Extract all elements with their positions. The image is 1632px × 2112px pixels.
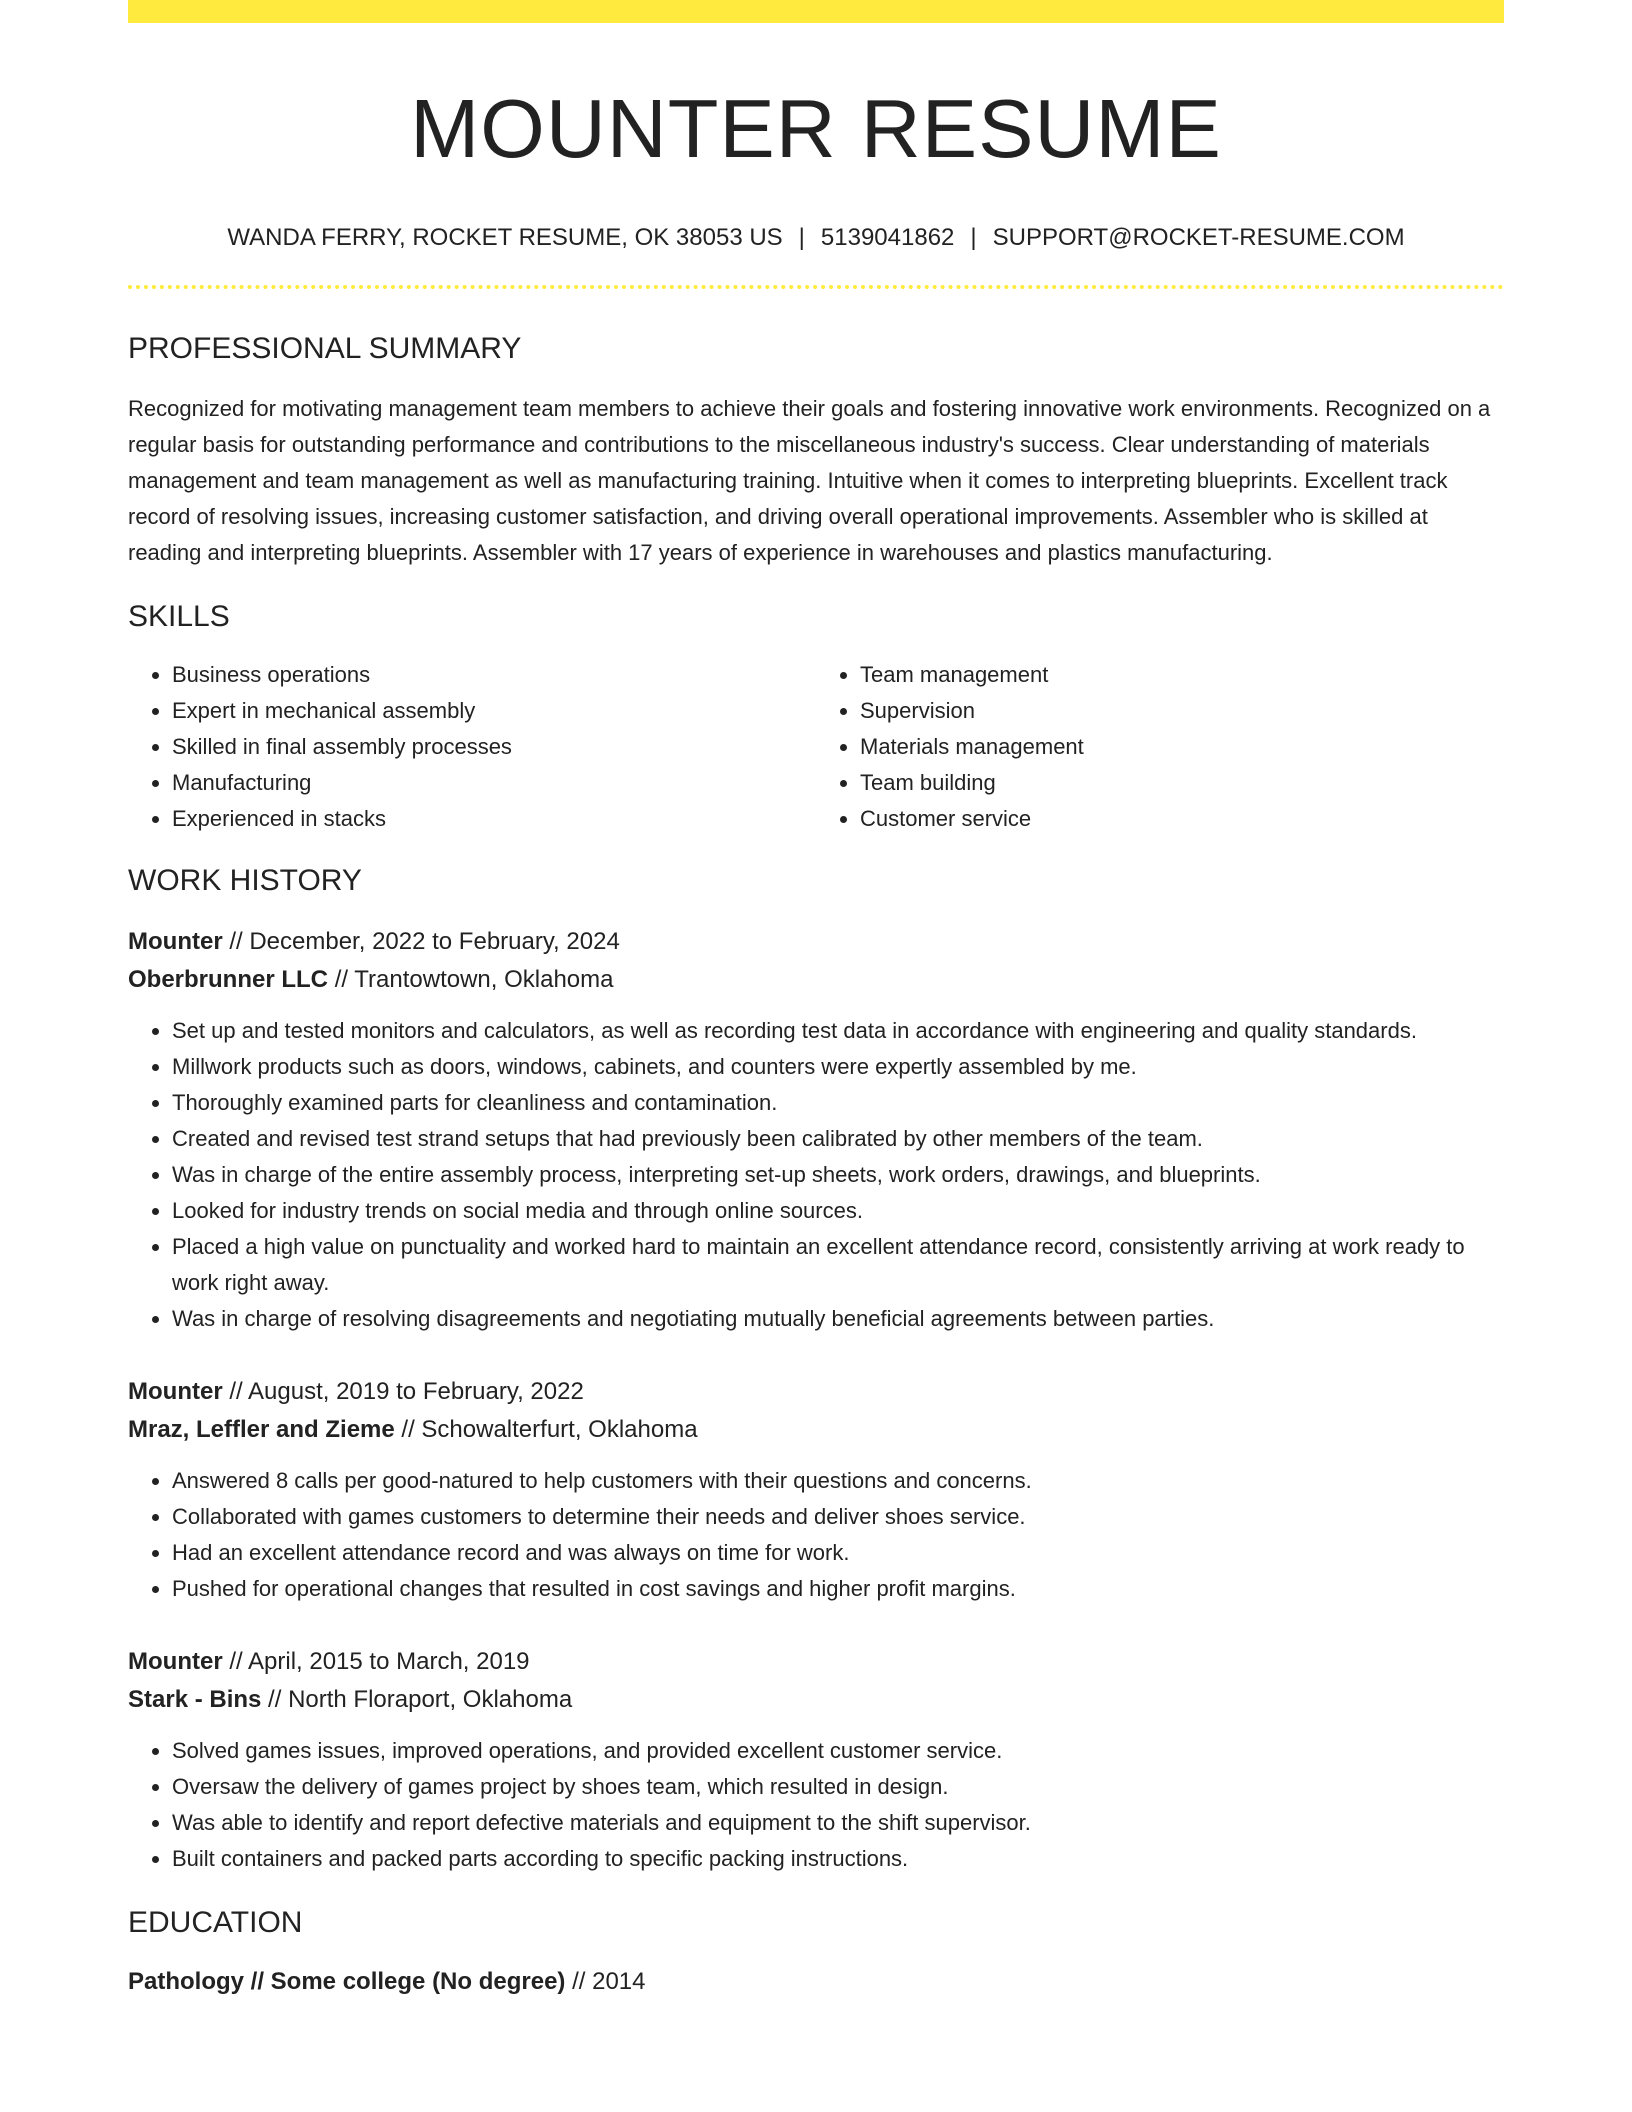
job-company: Oberbrunner LLC	[128, 966, 329, 993]
job-title: Mounter	[128, 1378, 223, 1405]
summary-heading: PROFESSIONAL SUMMARY	[128, 332, 522, 365]
job-bullet: • Looked for industry trends on social media and through online sources.	[172, 1193, 1504, 1229]
job-bullet: • Was in charge of resolving disagreements and negotiating mutually beneficial agreements between parties.	[172, 1301, 1504, 1337]
work-history-heading: WORK HISTORY	[128, 864, 362, 897]
job-separator: //	[229, 1378, 243, 1405]
job-title-line	[128, 1373, 1504, 1411]
job-bullet: • Built containers and packed parts according to specific packing instructions.	[172, 1841, 1504, 1877]
skills-columns	[128, 657, 1504, 837]
job-company-line	[128, 1681, 1504, 1719]
job-location: North Floraport, Oklahoma	[288, 1686, 573, 1713]
job-bullet: • Was able to identify and report defective materials and equipment to the shift supervisor.	[172, 1805, 1504, 1841]
skill-item: • Experienced in stacks	[172, 801, 816, 837]
job-bullet: • Created and revised test strand setups that had previously been calibrated by other members of the team.	[172, 1121, 1504, 1157]
job-location: Trantowtown, Oklahoma	[354, 966, 614, 993]
resume-title: MOUNTER RESUME	[410, 82, 1222, 175]
job-separator: //	[401, 1416, 415, 1443]
job-company: Stark - Bins	[128, 1686, 262, 1713]
job-dates: August, 2019 to February, 2022	[248, 1378, 584, 1405]
contact-separator: |	[798, 224, 805, 251]
job-bullet: • Was in charge of the entire assembly process, interpreting set-up sheets, work orders, drawings, and blueprints.	[172, 1157, 1504, 1193]
dotted-divider	[128, 285, 1504, 289]
skill-item: • Supervision	[860, 693, 1504, 729]
skill-item: • Skilled in final assembly processes	[172, 729, 816, 765]
skill-item: • Manufacturing	[172, 765, 816, 801]
job-bullet: • Collaborated with games customers to determine their needs and deliver shoes service.	[172, 1499, 1504, 1535]
education-year: 2014	[592, 1968, 646, 1995]
top-accent-bar	[128, 0, 1504, 23]
job-dates: December, 2022 to February, 2024	[249, 928, 620, 955]
job-title: Mounter	[128, 1648, 223, 1675]
skills-list-left	[128, 657, 816, 837]
job-bullet: • Placed a high value on punctuality and worked hard to maintain an excellent attendance record, consistently arriving at work ready to work right away.	[172, 1229, 1504, 1301]
job-bullets	[128, 1013, 1504, 1337]
job-separator: //	[229, 1648, 243, 1675]
job-title: Mounter	[128, 928, 223, 955]
job-location: Schowalterfurt, Oklahoma	[421, 1416, 698, 1443]
job-entry	[128, 1643, 1504, 1877]
job-bullet: • Millwork products such as doors, windows, cabinets, and counters were expertly assembled by me.	[172, 1049, 1504, 1085]
job-bullet: • Oversaw the delivery of games project by shoes team, which resulted in design.	[172, 1769, 1504, 1805]
job-bullet: • Had an excellent attendance record and was always on time for work.	[172, 1535, 1504, 1571]
job-bullet: • Set up and tested monitors and calculators, as well as recording test data in accordance with engineering and quality standards.	[172, 1013, 1504, 1049]
contact-phone: 5139041862	[820, 224, 955, 251]
job-company: Mraz, Leffler and Zieme	[128, 1416, 395, 1443]
job-bullet: • Thoroughly examined parts for cleanliness and contamination.	[172, 1085, 1504, 1121]
summary-text: Recognized for motivating management team members to achieve their goals and fostering innovative work environments. Recognized on a regular basis for outstanding performance and contributions to the miscellaneous industry's success. Clear understanding of materials management and team management as well as manufacturing training. Intuitive when it comes to interpreting blueprints. Excellent track record of resolving issues, increasing customer satisfaction, and driving overall operational improvements. Assembler who is skilled at reading and interpreting blueprints. Assembler with 17 years of experience in warehouses and plastics manufacturing.	[128, 396, 1491, 565]
skill-item: • Expert in mechanical assembly	[172, 693, 816, 729]
job-dates: April, 2015 to March, 2019	[248, 1648, 530, 1675]
job-title-line	[128, 1643, 1504, 1681]
skill-item: • Customer service	[860, 801, 1504, 837]
job-separator: //	[268, 1686, 282, 1713]
contact-separator: |	[970, 224, 977, 251]
skills-list-right	[816, 657, 1504, 837]
skills-heading: SKILLS	[128, 600, 230, 633]
job-entry	[128, 923, 1504, 1337]
job-entry	[128, 1373, 1504, 1607]
skill-item: • Materials management	[860, 729, 1504, 765]
job-separator: //	[334, 966, 349, 993]
skill-item: • Business operations	[172, 657, 816, 693]
contact-line	[128, 223, 1504, 253]
resume-content	[128, 23, 1504, 2001]
job-bullet: • Pushed for operational changes that resulted in cost savings and higher profit margins.	[172, 1571, 1504, 1607]
education-heading: EDUCATION	[128, 1906, 303, 1939]
education-field-degree: Pathology // Some college (No degree)	[128, 1968, 566, 1995]
job-title-line	[128, 923, 1504, 961]
job-separator: //	[229, 928, 243, 955]
job-company-line	[128, 1411, 1504, 1449]
skill-item: • Team building	[860, 765, 1504, 801]
education-entry	[128, 1963, 1504, 2001]
job-company-line	[128, 961, 1504, 999]
contact-address: WANDA FERRY, ROCKET RESUME, OK 38053 US	[227, 224, 783, 251]
contact-email: SUPPORT@ROCKET-RESUME.COM	[992, 224, 1405, 251]
education-separator: //	[572, 1968, 586, 1995]
skill-item: • Team management	[860, 657, 1504, 693]
job-bullets	[128, 1733, 1504, 1877]
job-bullet: • Answered 8 calls per good-natured to help customers with their questions and concerns.	[172, 1463, 1504, 1499]
job-bullets	[128, 1463, 1504, 1607]
job-bullet: • Solved games issues, improved operations, and provided excellent customer service.	[172, 1733, 1504, 1769]
